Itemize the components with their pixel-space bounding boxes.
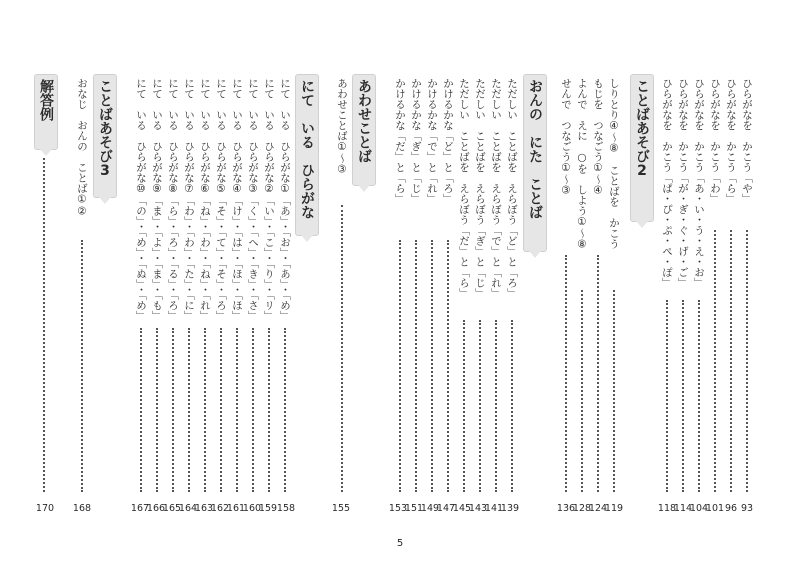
leader-dots bbox=[284, 328, 286, 492]
toc-page-number: 93 bbox=[740, 503, 754, 514]
toc-page-number: 160 bbox=[242, 503, 262, 514]
leader-dots bbox=[479, 320, 481, 492]
toc-entry-text: にて いる ひらがな①「あ」・「お」・「あ」・「め」 bbox=[279, 78, 291, 321]
toc-entry-text: にて いる ひらがな⑧「ら」・「ろ」・「る」・「ろ」 bbox=[167, 78, 179, 321]
toc-entry[interactable] bbox=[149, 78, 165, 321]
toc-page-number: 96 bbox=[724, 503, 738, 514]
toc-page-number: 145 bbox=[452, 503, 472, 514]
toc-page-number: 163 bbox=[194, 503, 214, 514]
toc-entry-text: にて いる ひらがな⑩「の」・「め」・「ぬ」・「め」 bbox=[135, 78, 147, 321]
toc-page-number: 141 bbox=[484, 503, 504, 514]
toc-page-number: 162 bbox=[210, 503, 230, 514]
leader-dots bbox=[188, 328, 190, 492]
leader-dots bbox=[597, 255, 599, 492]
section-header-kotoba-asobi-3 bbox=[93, 74, 117, 198]
leader-dots bbox=[252, 328, 254, 492]
toc-entry-text: あわせことば①～③ bbox=[336, 78, 348, 176]
toc-entry[interactable] bbox=[675, 78, 691, 288]
toc-entry[interactable] bbox=[408, 78, 424, 204]
toc-page-number: 114 bbox=[673, 503, 693, 514]
toc-entry[interactable] bbox=[558, 78, 574, 197]
toc-page-number: 170 bbox=[35, 503, 55, 514]
leader-dots bbox=[220, 328, 222, 492]
leader-dots bbox=[463, 320, 465, 492]
leader-dots bbox=[495, 320, 497, 492]
toc-entry[interactable] bbox=[133, 78, 149, 321]
leader-dots bbox=[43, 158, 45, 492]
toc-entry[interactable] bbox=[504, 78, 520, 299]
toc-page-number: 119 bbox=[604, 503, 624, 514]
toc-page-number: 168 bbox=[72, 503, 92, 514]
leader-dots bbox=[268, 328, 270, 492]
leader-dots bbox=[565, 255, 567, 492]
toc-page-number: 101 bbox=[705, 503, 725, 514]
leader-dots bbox=[714, 230, 716, 492]
page-number: 5 bbox=[396, 538, 404, 549]
toc-entry[interactable] bbox=[213, 78, 229, 321]
toc-page-number: 155 bbox=[331, 503, 351, 514]
leader-dots bbox=[341, 205, 343, 492]
section-header-kotoba-asobi-2 bbox=[630, 74, 654, 222]
toc-entry[interactable] bbox=[739, 78, 755, 204]
toc-entry[interactable] bbox=[165, 78, 181, 321]
section-title: あわせことば bbox=[356, 79, 372, 163]
toc-entry[interactable] bbox=[659, 78, 675, 288]
toc-entry-text: にて いる ひらがな⑥「ね」・「わ」・「ね」・「れ」 bbox=[199, 78, 211, 321]
section-header-on-no-nita-kotoba bbox=[523, 74, 547, 252]
toc-page-number: 128 bbox=[572, 503, 592, 514]
toc-page-number: 153 bbox=[388, 503, 408, 514]
toc-entry-text: ひらがなを かこう「わ」 bbox=[709, 78, 721, 204]
toc-page-number: 158 bbox=[276, 503, 296, 514]
leader-dots bbox=[666, 300, 668, 492]
toc-entry[interactable] bbox=[424, 78, 440, 204]
toc-page-number: 147 bbox=[436, 503, 456, 514]
toc-entry-text: かけるかな「ど」と「ろ」 bbox=[442, 78, 454, 204]
toc-entry-text: ひらがなを かこう「ら」 bbox=[725, 78, 737, 204]
toc-entry-text: ひらがなを かこう「ぱ・ぴ・ぷ・ぺ・ぽ」 bbox=[661, 78, 673, 288]
section-header-awase-kotoba bbox=[352, 74, 376, 186]
toc-entry-text: ただしい ことばを えらぼう「で」と「れ」 bbox=[490, 78, 502, 299]
leader-dots bbox=[399, 240, 401, 492]
toc-entry-text: かけるかな「で」と「れ」 bbox=[426, 78, 438, 204]
toc-entry-text: ひらがなを かこう「や」 bbox=[741, 78, 753, 204]
toc-entry[interactable] bbox=[456, 78, 472, 299]
leader-dots bbox=[204, 328, 206, 492]
toc-entry-text: せんで つなごう①～③ bbox=[560, 78, 572, 197]
section-header-nite-iru-hiragana bbox=[295, 74, 319, 236]
section-title: にて いる ひらがな bbox=[299, 79, 315, 219]
leader-dots bbox=[511, 320, 513, 492]
section-title: 解答例 bbox=[38, 79, 54, 121]
toc-entry-text: ひらがなを かこう「が・ぎ・ぐ・げ・ご」 bbox=[677, 78, 689, 288]
toc-entry[interactable] bbox=[606, 78, 622, 249]
toc-entry-text: にて いる ひらがな③「く」・「へ」・「き」・「さ」 bbox=[247, 78, 259, 321]
toc-entry[interactable] bbox=[691, 78, 707, 288]
toc-entry[interactable] bbox=[229, 78, 245, 321]
toc-page-number: 136 bbox=[556, 503, 576, 514]
section-title: おんの にた ことば bbox=[527, 79, 543, 219]
toc-page-number: 166 bbox=[146, 503, 166, 514]
toc-page-number: 161 bbox=[226, 503, 246, 514]
leader-dots bbox=[746, 230, 748, 492]
toc-entry[interactable] bbox=[707, 78, 723, 204]
leader-dots bbox=[613, 290, 615, 492]
section-header-answer-examples bbox=[34, 74, 58, 150]
toc-entry-text: にて いる ひらがな④「け」・「は」・「ほ」・「ほ」 bbox=[231, 78, 243, 321]
toc-entry-text: ただしい ことばを えらぼう「ど」と「ろ」 bbox=[506, 78, 518, 299]
toc-entry-text: もじを つなごう①～④ bbox=[592, 78, 604, 197]
toc-page-number: 167 bbox=[130, 503, 150, 514]
leader-dots bbox=[682, 300, 684, 492]
toc-entry[interactable] bbox=[392, 78, 408, 204]
toc-page-number: 143 bbox=[468, 503, 488, 514]
toc-entry-text: ただしい ことばを えらぼう「だ」と「ら」 bbox=[458, 78, 470, 299]
leader-dots bbox=[431, 240, 433, 492]
leader-dots bbox=[156, 328, 158, 492]
toc-entry[interactable] bbox=[472, 78, 488, 299]
leader-dots bbox=[172, 328, 174, 492]
toc-entry[interactable] bbox=[245, 78, 261, 321]
toc-entry-text: しりとり④～⑧ ことばを かこう bbox=[608, 78, 620, 249]
toc-page-number: 149 bbox=[420, 503, 440, 514]
section-title: ことばあそび3 bbox=[97, 79, 113, 179]
toc-entry[interactable] bbox=[723, 78, 739, 204]
leader-dots bbox=[140, 328, 142, 492]
leader-dots bbox=[581, 290, 583, 492]
toc-entry-text: かけるかな「だ」と「ら」 bbox=[394, 78, 406, 204]
leader-dots bbox=[698, 300, 700, 492]
toc-entry[interactable] bbox=[181, 78, 197, 321]
toc-page-number: 165 bbox=[162, 503, 182, 514]
toc-entry-text: にて いる ひらがな⑦「わ」・「わ」・「た」・「に」 bbox=[183, 78, 195, 321]
toc-entry[interactable] bbox=[440, 78, 456, 204]
toc-entry-text: かけるかな「ぎ」と「じ」 bbox=[410, 78, 422, 204]
toc-page-number: 124 bbox=[588, 503, 608, 514]
toc-entry[interactable] bbox=[488, 78, 504, 299]
toc-entry-text: にて いる ひらがな⑨「ま」・「よ」・「ま」・「も」 bbox=[151, 78, 163, 321]
toc-entry-text: にて いる ひらがな②「い」・「こ」・「り」・「リ」 bbox=[263, 78, 275, 321]
toc-page-number: 104 bbox=[689, 503, 709, 514]
section-title: ことばあそび2 bbox=[634, 79, 650, 179]
toc-entry-text: おなじ おんの ことば①② bbox=[76, 78, 88, 218]
toc-entry[interactable] bbox=[261, 78, 277, 321]
leader-dots bbox=[447, 240, 449, 492]
toc-entry[interactable] bbox=[574, 78, 590, 251]
leader-dots bbox=[730, 230, 732, 492]
toc-entry-text: にて いる ひらがな⑤「そ」・「て」・「そ」・「ろ」 bbox=[215, 78, 227, 321]
toc-page-number: 118 bbox=[657, 503, 677, 514]
toc-entry[interactable] bbox=[197, 78, 213, 321]
toc-entry[interactable] bbox=[590, 78, 606, 197]
toc-entry-text: よんで えに ○を しよう①～⑧ bbox=[576, 78, 588, 251]
toc-page-number: 164 bbox=[178, 503, 198, 514]
toc-entry-text: ひらがなを かこう「あ・い・う・え・お」 bbox=[693, 78, 705, 288]
toc-entry-text: ただしい ことばを えらぼう「ぎ」と「じ」 bbox=[474, 78, 486, 299]
leader-dots bbox=[415, 240, 417, 492]
toc-page-number: 159 bbox=[258, 503, 278, 514]
toc-entry[interactable] bbox=[74, 78, 90, 218]
toc-entry[interactable] bbox=[277, 78, 293, 321]
toc-page-number: 139 bbox=[500, 503, 520, 514]
leader-dots bbox=[236, 328, 238, 492]
toc-entry[interactable] bbox=[334, 78, 350, 176]
leader-dots bbox=[81, 240, 83, 492]
toc-page-number: 151 bbox=[404, 503, 424, 514]
